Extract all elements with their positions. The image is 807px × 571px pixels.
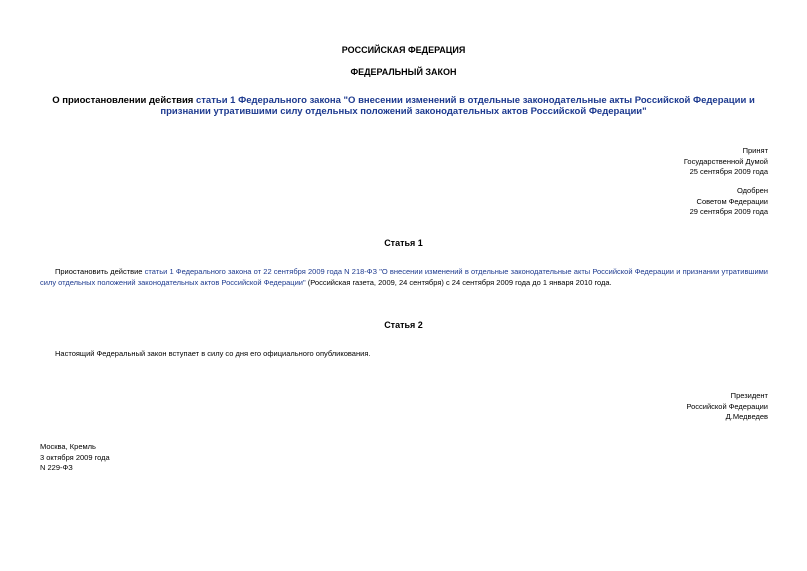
law-title-prefix: О приостановлении действия: [52, 95, 196, 106]
doc-type-heading: ФЕДЕРАЛЬНЫЙ ЗАКОН: [350, 67, 457, 77]
signature-block: [686, 391, 768, 423]
law-title: [40, 95, 767, 117]
article-1-link[interactable]: статьи 1 Федерального закона от 22 сентября 2009 года N 218-ФЗ "О внесении изменений в отдельные законодательные акты Российской Федерации и признании утратившими силу отдельных положений законодательных актов Российской Федерации": [40, 267, 768, 287]
footer-date: 3 октября 2009 года: [40, 452, 110, 462]
law-title-link[interactable]: статьи 1 Федерального закона "О внесении изменений в отдельные законодательные акты Российской Федерации и признании утратившими силу отдельных положений законодательных актов Российской Федерации": [160, 95, 755, 117]
article-1-text: [40, 266, 768, 288]
adopted-label: Принят: [742, 146, 768, 155]
approved-body: Советом Федерации: [696, 196, 768, 206]
signature-title: Президент: [730, 391, 768, 400]
footer-block: [40, 442, 110, 474]
adopted-body: Государственной Думой: [683, 156, 768, 166]
article-2-heading: Статья 2: [384, 320, 423, 330]
approved-label: Одобрен: [737, 186, 768, 195]
signature-name: Д.Медведев: [725, 412, 768, 421]
article-1-heading: Статья 1: [384, 238, 423, 248]
approved-block: [690, 186, 768, 218]
footer-number: N 229-ФЗ: [40, 463, 73, 472]
article-1-text-after: (Российская газета, 2009, 24 сентября) с 24 сентября 2009 года до 1 января 2010 года.: [305, 278, 612, 287]
article-2-text: Настоящий Федеральный закон вступает в силу со дня его официального опубликования.: [55, 349, 371, 358]
country-heading: РОССИЙСКАЯ ФЕДЕРАЦИЯ: [341, 45, 466, 55]
approved-date: 29 сентября 2009 года: [689, 207, 768, 216]
signature-country: Российской Федерации: [686, 401, 768, 411]
adopted-date: 25 сентября 2009 года: [689, 167, 768, 176]
adopted-block: [684, 146, 768, 178]
footer-place: Москва, Кремль: [40, 442, 96, 451]
article-1-text-before: Приостановить действие: [55, 267, 145, 276]
